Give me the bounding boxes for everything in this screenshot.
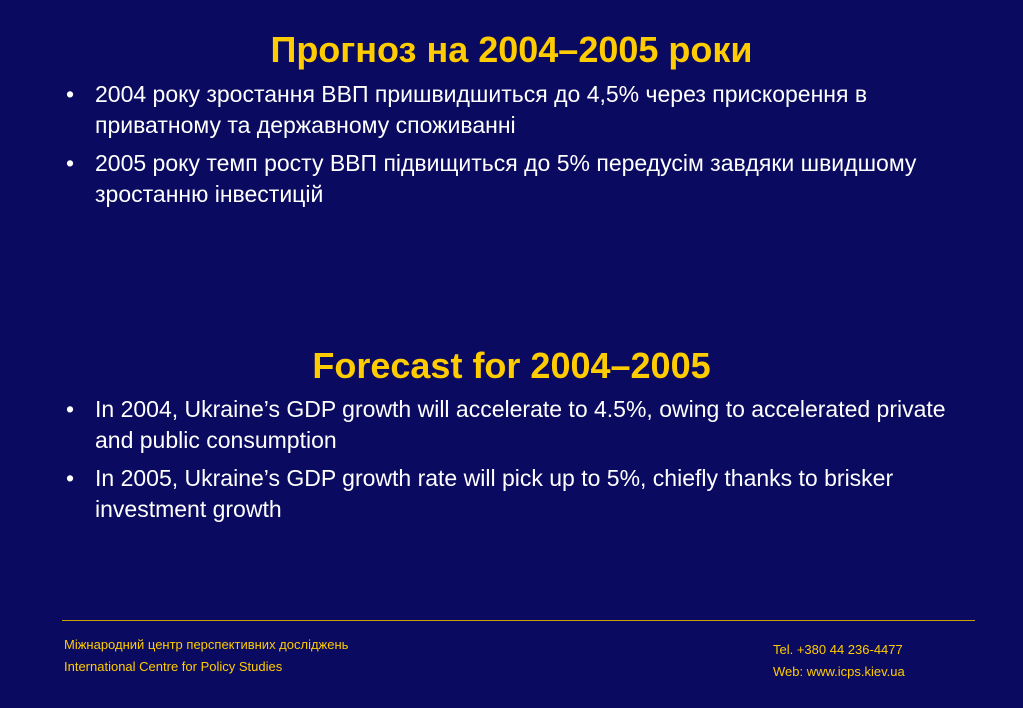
bullet-item [62,463,962,525]
title-english: Forecast for 2004–2005 [312,345,711,386]
title-ukrainian: Прогноз на 2004–2005 роки [270,29,753,70]
org-name-ukrainian: Міжнародний центр перспективних досліджень [64,637,349,652]
bullet-dot-icon: • [66,396,75,422]
footer-divider [62,620,975,621]
bullet-dot-icon: • [66,465,75,491]
bullet-dot-icon: • [66,150,75,176]
bullet-item [62,148,962,210]
bullet-list-ukrainian [62,79,962,217]
bullet-text: 2005 року темп росту ВВП підвищиться до 5% передусім завдяки швидшому зростанню інвестицій [95,150,917,207]
bullet-text: 2004 року зростання ВВП пришвидшиться до 4,5% через прискорення в приватному та державному споживанні [95,81,868,138]
bullet-item [62,79,962,141]
footer-contacts [773,639,905,683]
bullet-text: In 2005, Ukraine’s GDP growth rate will pick up to 5%, chiefly thanks to brisker investment growth [95,465,894,522]
footer-organization [64,634,348,678]
website-link[interactable]: Web: www.icps.kiev.ua [773,664,905,679]
bullet-dot-icon: • [66,81,75,107]
phone-number: Tel. +380 44 236-4477 [773,642,903,657]
bullet-item [62,394,962,456]
bullet-list-english [62,394,962,532]
bullet-text: In 2004, Ukraine’s GDP growth will accelerate to 4.5%, owing to accelerated private and public consumption [95,396,946,453]
org-name-english: International Centre for Policy Studies [64,659,283,674]
